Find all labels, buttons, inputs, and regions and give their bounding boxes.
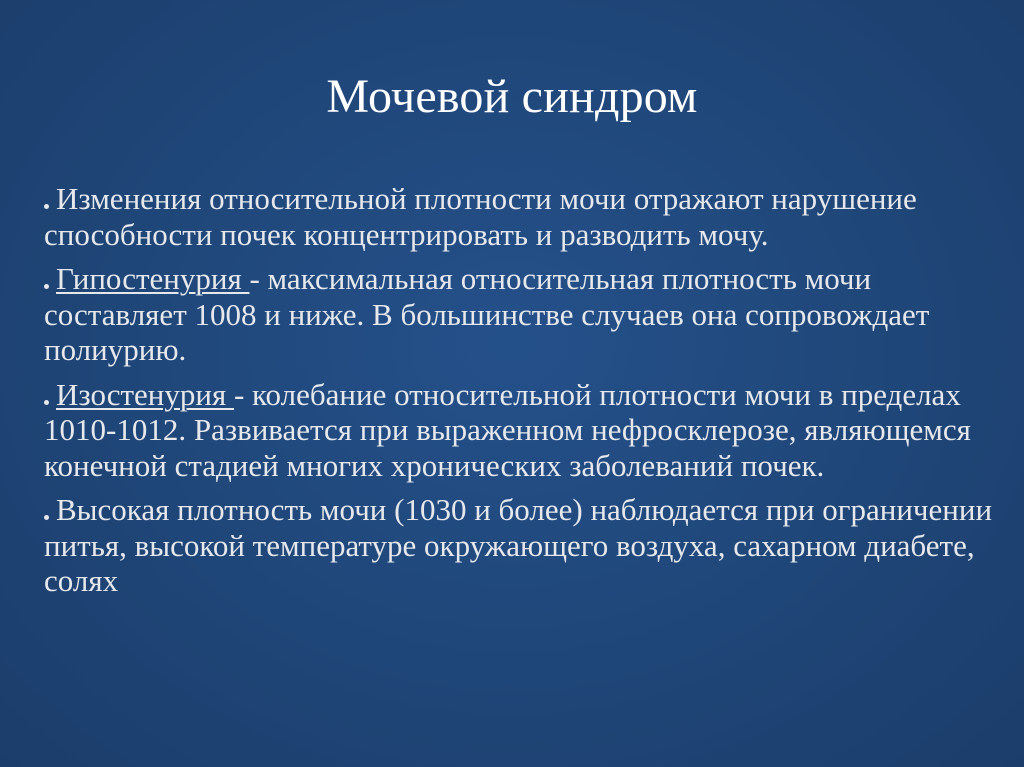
bullet-text: - максимальная относительная плотность мочи составляет 1008 и ниже. В большинстве случаев она сопровождает полиурию. (44, 261, 930, 367)
bullet-dot-icon (44, 204, 49, 209)
term-isosthenuria: Изостенурия (56, 376, 234, 412)
slide-title: Мочевой синдром (326, 70, 698, 123)
bullet-list (44, 181, 994, 608)
bullet-dot-icon (44, 284, 49, 289)
bullet-item-2 (44, 261, 994, 368)
bullet-dot-icon (44, 400, 49, 405)
bullet-text: Высокая плотность мочи (1030 и более) наблюдается при ограничении питья, высокой температуре окружающего воздуха, сахарном диабете, солях (44, 492, 993, 598)
bullet-item-4 (44, 492, 994, 599)
bullet-text: Изменения относительной плотности мочи отражают нарушение способности почек концентрировать и разводить мочу. (44, 181, 917, 252)
bullet-item-3 (44, 377, 994, 484)
bullet-dot-icon (44, 515, 49, 520)
term-hyposthenuria: Гипостенурия (56, 261, 250, 296)
bullet-text: - колебание относительной плотности мочи в пределах 1010-1012. Развивается при выраженном нефросклерозе, являющемся конечной стадией многих хронических заболеваний почек. (44, 376, 971, 483)
bullet-item-1 (44, 181, 994, 252)
